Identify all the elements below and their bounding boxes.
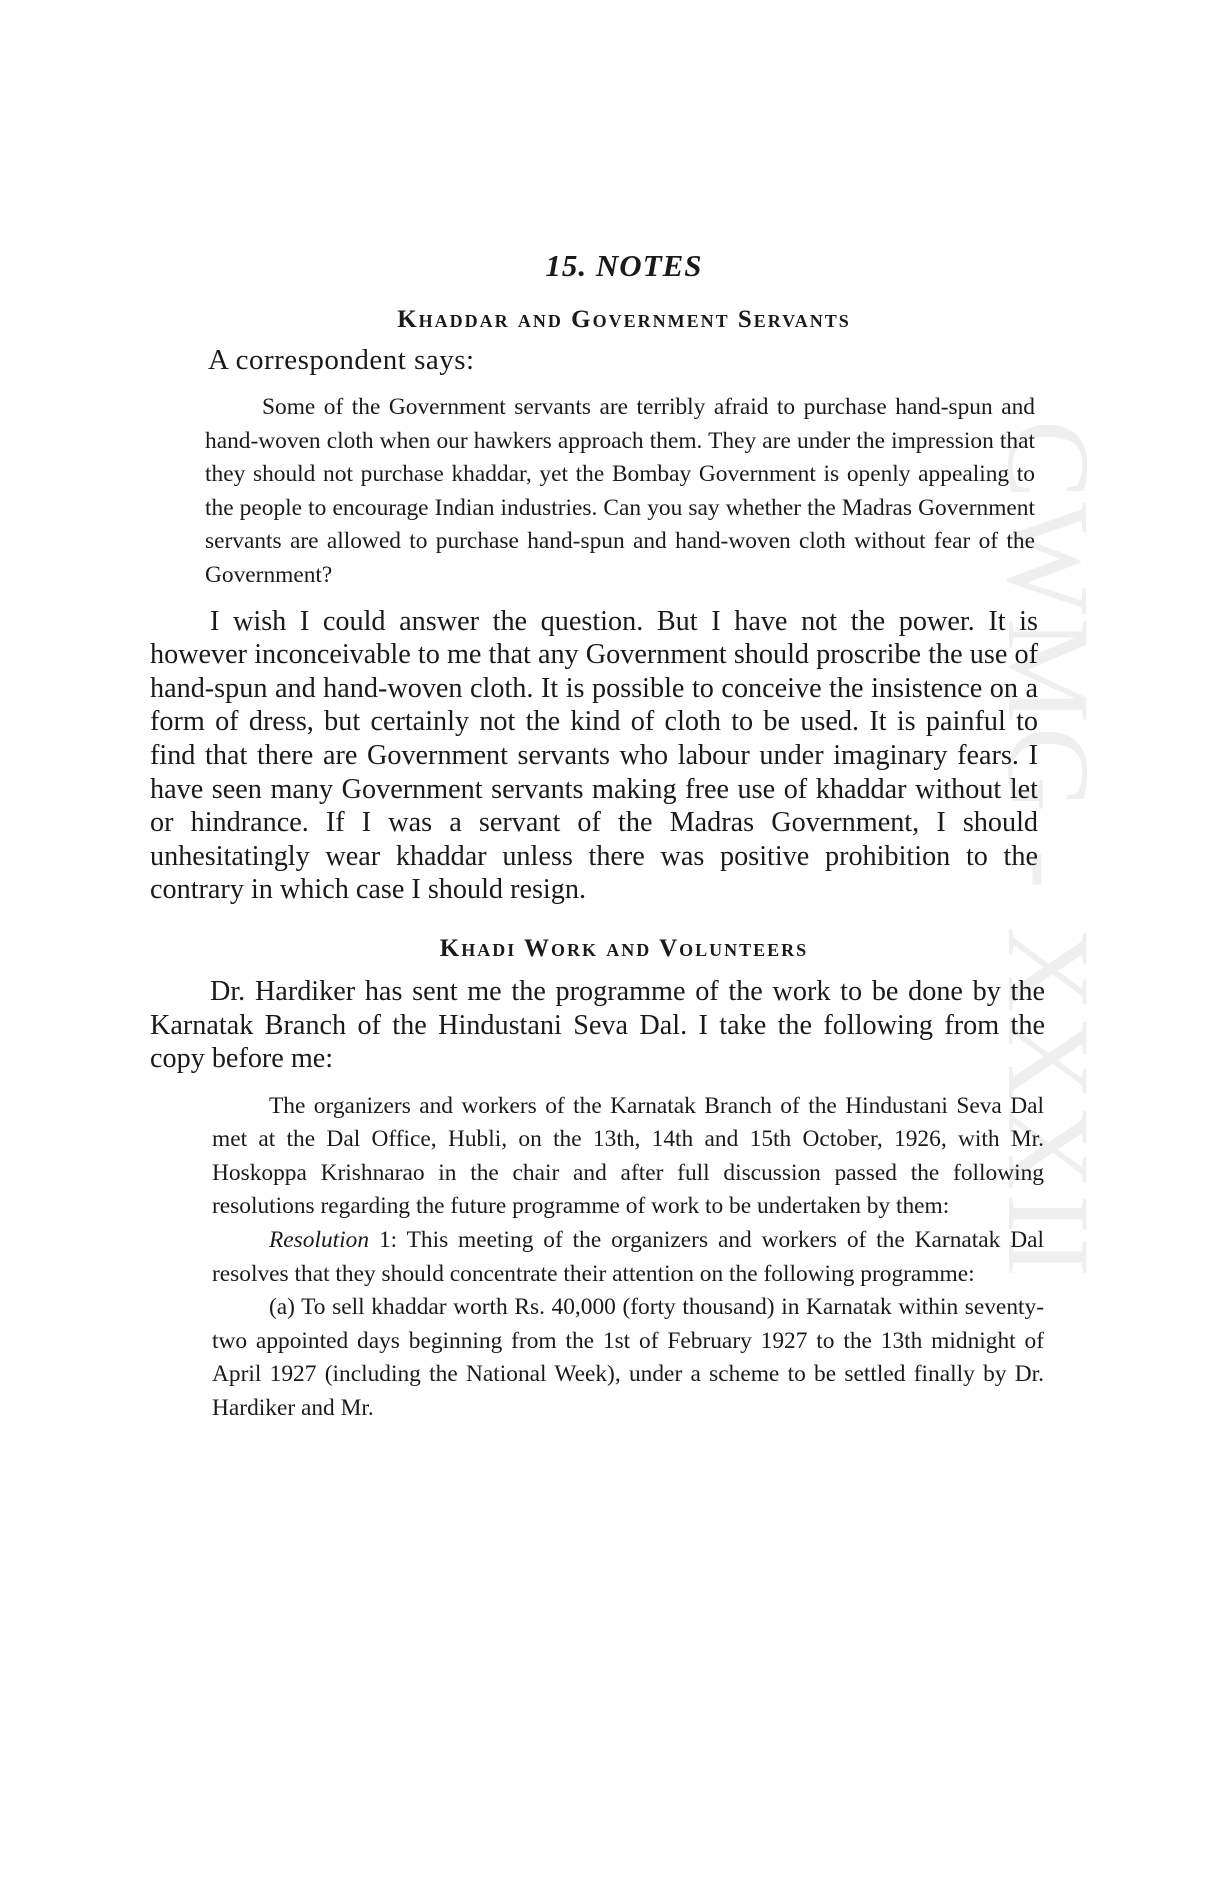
reply-paragraph: I wish I could answer the question. But I have not the power. It is however inconceivable to me that any Government should proscribe the use of hand-spun and hand-woven cloth. It is possible to conceive the insistence on a form of dress, but certainly not the kind of cloth to be used. It is painful to find that there are Government servants who labour under imaginary fears. I have seen many Government servants making free use of khaddar without let or hindrance. If I was a servant of the Madras Government, I should unhesitatingly wear khaddar unless there was positive prohibition to the contrary in which case I should resign. [150, 605, 1038, 906]
resolution-text: 1: This meeting of the organizers and workers of the Karnatak Dal resolves that they should concentrate their attention on the following programme: [212, 1227, 1044, 1287]
hardiker-paragraph: Dr. Hardiker has sent me the programme of the work to be done by the Karnatak Branch of the Hindustani Seva Dal. I take the following from the copy before me: [150, 975, 1045, 1075]
page-content [150, 248, 1045, 1426]
quote-paragraph: Some of the Government servants are terribly afraid to purchase hand-spun and hand-woven cloth when our hawkers approach them. They are under the impression that they should not purchase khaddar, yet the Bombay Government is openly appealing to the people to encourage Indian industries. Can you say whether the Madras Government servants are allowed to purchase hand-spun and hand-woven cloth without fear of the Government? [205, 394, 1035, 588]
programme-quote [212, 1090, 1044, 1426]
programme-paragraph: The organizers and workers of the Karnatak Branch of the Hindustani Seva Dal met at the Dal Office, Hubli, on the 13th, 14th and 15th October, 1926, with Mr. Hoskoppa Krishnarao in the chair and after full discussion passed the following resolutions regarding the future programme of work to be undertaken by them: [212, 1092, 1044, 1220]
title-text: NOTES [595, 248, 703, 283]
title-number: 15. [545, 248, 588, 283]
section-heading-khaddar: Khaddar and Government Servants [397, 306, 851, 333]
correspondent-quote [205, 391, 1035, 593]
section-heading-khadi-work: Khadi Work and Volunteers [439, 934, 809, 962]
resolution-label: Resolution [269, 1227, 370, 1254]
resolution-paragraph [212, 1224, 1044, 1291]
page-title [150, 248, 1038, 284]
item-a-paragraph: (a) To sell khaddar worth Rs. 40,000 (forty thousand) in Karnatak within seventy-two appointed days beginning from the 1st of February 1927 to the 13th midnight of April 1927 (including the National Week), under a scheme to be settled finally by Dr. Hardiker and Mr. [212, 1294, 1044, 1422]
correspondent-intro: A correspondent says: [208, 344, 475, 376]
watermark: CWMG - XXXII [983, 420, 1114, 1281]
